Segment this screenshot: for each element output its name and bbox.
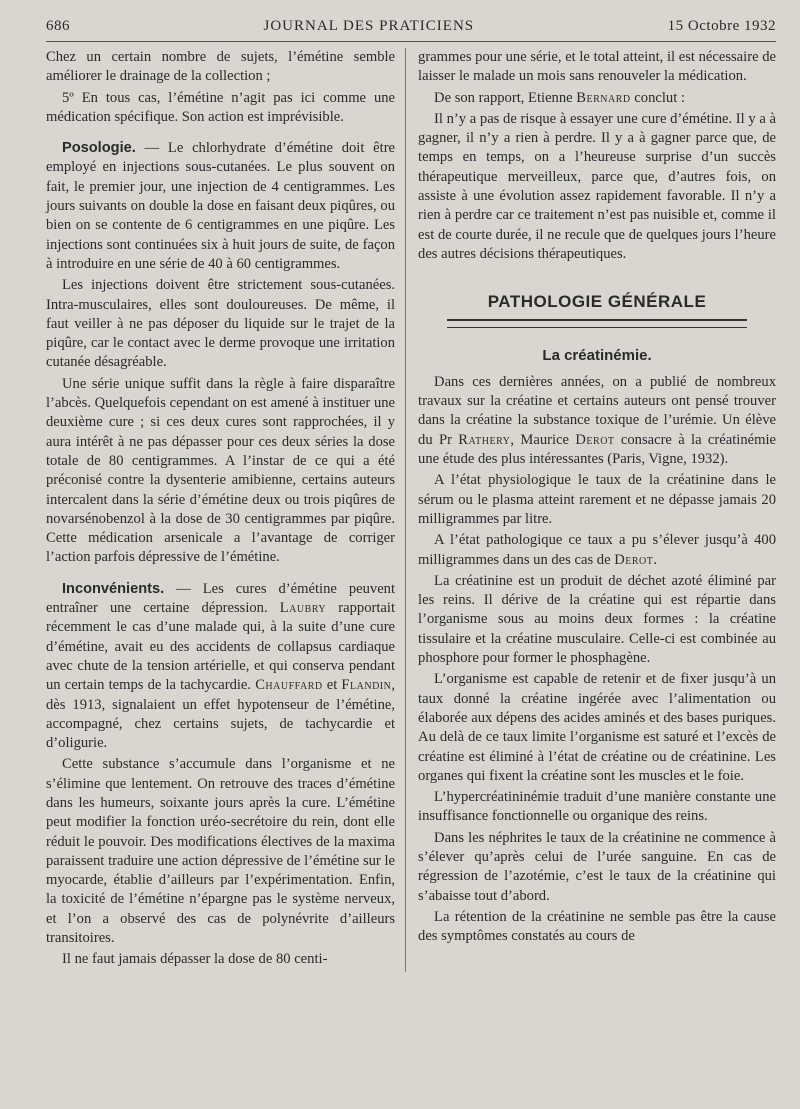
paragraph xyxy=(418,89,776,108)
author-name: Derot xyxy=(575,431,615,448)
paragraph: La rétention de la créatinine ne semble pas être la cause des symptômes constatés au cours de xyxy=(418,908,776,945)
paragraph-text: A l’état pathologique ce taux a pu s’élever jusqu’à 400 milligrammes dans un des cas de xyxy=(418,532,776,568)
paragraph: La créatinine est un produit de déchet azoté éliminé par les reins. Il dérive de la créatine qui est répartie dans l’organisme sous au moins deux formes : la créatine tissulaire et la créatine musculaire. Celle-ci est combinée au phosphore pour former le phosphagène. xyxy=(418,572,776,667)
paragraph: Chez un certain nombre de sujets, l’émétine semble améliorer le drainage de la collection ; xyxy=(46,49,396,85)
paragraph xyxy=(418,373,776,469)
paragraph-text: et xyxy=(322,677,342,694)
section-rule xyxy=(447,319,747,328)
issue-date: 15 Octobre 1932 xyxy=(667,18,776,34)
paragraph: Cette substance s’accumule dans l’organisme et ne s’élimine que lentement. On retrouve des traces d’émétine dans les humeurs, soixante jours après la cure. L’émétine peut modifier la fonction uréo-secrétoire du rein, dont elle réduit le pouvoir. Des modifications électives de la maxima paraissent traduire une action dépressive de l’émétine sur le myocarde, établie d’ailleurs par l’expérimentation. Enfin, la toxicité de l’émétine n’épargne pas le système nerveux, et l’on a observé des cas de polynévrite d’ailleurs transitoires. xyxy=(46,756,396,947)
article-title: La créatinémie. xyxy=(542,346,652,364)
author-name: Flandin xyxy=(341,677,392,694)
two-column-body xyxy=(46,48,776,972)
paragraph-text: , Maurice xyxy=(510,431,576,448)
paragraph-text: De son rapport, Etienne xyxy=(434,89,577,106)
author-name: Bernard xyxy=(576,89,631,106)
paragraph-text: rapportait récemment le cas d’une malade qui, à la suite d’une cure d’émétine, avait eu des accidents de collapsus cardiaque avec chute de la tension artérielle, et qui conserva pendant un certain temps de la tachycardie. xyxy=(46,600,396,694)
author-name: Laubry xyxy=(279,600,327,617)
paragraph: Une série unique suffit dans la règle à faire disparaître l’abcès. Quelquefois cependant on est amené à instituer une deuxième cure ; si ces deux cures sont rapprochées, il y aura intérêt à ne pas dépasser pour ces deux séries la dose totale de 80 centigrammes. A l’instar de ce qui a été préconisé contre la dysenterie amibienne, certains auteurs intercalent dans la série d’émétine deux ou trois piqûres de novarsénobenzol à la dose de 30 centigrammes par piqûre. Cette médication arsenicale a l’avantage de corriger l’action parfois dépressive de l’émétine. xyxy=(46,375,396,566)
paragraph-text: consacre à la créatinémie une étude des plus intéressantes (Paris, Vigne, 1932). xyxy=(418,431,776,468)
rubric-inconvenients: Inconvénients. xyxy=(62,580,165,597)
author-name: Rathery xyxy=(458,431,511,448)
journal-title: JOURNAL DES PRATICIENS xyxy=(263,18,475,34)
page-number: 686 xyxy=(46,18,70,34)
paragraph-text: , dès 1913, signalaient un effet hypotenseur de l’émétine, accompagné, chez certains sujets, de tachycardie et d’oligurie. xyxy=(46,677,396,752)
paragraph: 5º En tous cas, l’émétine n’agit pas ici comme une médication spécifique. Son action est imprévisible. xyxy=(46,89,396,125)
author-name: Derot xyxy=(614,551,654,568)
paragraph-posologie xyxy=(46,139,395,274)
paragraph: A l’état physiologique le taux de la créatinine dans le sérum ou le plasma atteint rarement et ne dépasse jamais 20 milligrammes par litre. xyxy=(418,472,776,527)
section-title: PATHOLOGIE GÉNÉRALE xyxy=(487,292,707,312)
paragraph-text: — Les cures d’émétine peuvent entraîner une certaine dépression. xyxy=(46,580,396,617)
paragraph: L’organisme est capable de retenir et de fixer jusqu’à un taux donné la créatine ingérée avec l’alimentation ou élaborée aux dépens des acides aminés et des bases puriques. Au delà de ce taux limite l’organisme est saturé et l’excès de créatine est éliminé à l’état de créatine ou de créatinine. Les organes qui fixent la créatine sont les muscles et le foie. xyxy=(418,671,776,784)
paragraph-inconvenients xyxy=(46,580,395,754)
paragraph: Dans les néphrites le taux de la créatinine ne commence à s’élever qu’après celui de l’urée sanguine. En cas de régression de l’azotémie, c’est le taux de la créatinine qui s’abaisse tout d’abord. xyxy=(418,829,776,904)
section-heading xyxy=(418,292,776,327)
right-column xyxy=(405,48,776,972)
paragraph: L’hypercréatininémie traduit d’une manière constante une insuffisance fonctionnelle ou organique des reins. xyxy=(418,789,776,825)
page-header xyxy=(46,18,776,42)
author-name: Chauffard xyxy=(255,677,323,694)
paragraph-text: . xyxy=(653,551,658,568)
rubric-posologie: Posologie. xyxy=(62,140,136,157)
paragraph xyxy=(418,531,776,570)
paragraph-text: conclut : xyxy=(630,89,685,106)
paragraph: Il n’y a pas de risque à essayer une cure d’émétine. Il y a à gagner, il n’y a rien à perdre. Il y a à gagner parce que, de temps en temps, on a l’heureuse surprise d’un succès thérapeutique merveilleux, parce que, d’autres fois, on assiste à une évolution assez rapidement favorable. Il n’y a rien à perdre car ce traitement n’est pas nuisible et, comme il est de courte durée, il ne recule que de quelques jours l’heure des autres décisions thérapeutiques. xyxy=(418,110,776,262)
paragraph-text: — Le chlorhydrate d’émétine doit être employé en injections sous-cutanées. Le plus souvent on fait, le premier jour, une injection de 4 centigrammes. Les jours suivants on double la dose en faisant deux piqûres, ou bien on se contente de 6 centigrammes en une piqûre. Les injections sont continuées six à huit jours de suite, de façon à introduire en une série de 40 à 60 centigrammes. xyxy=(46,140,396,272)
paragraph: grammes pour une série, et le total atteint, il est nécessaire de laisser le malade un mois sans renouveler la médication. xyxy=(418,49,776,85)
paragraph: Il ne faut jamais dépasser la dose de 80 centi- xyxy=(62,951,328,968)
paragraph: Les injections doivent être strictement sous-cutanées. Intra-musculaires, elles sont douloureuses. De même, il faut veiller à ne pas déposer du liquide sur le trajet de la piqûre, car le contact avec le derme provoque une irritation cutanée désagréable. xyxy=(46,277,396,371)
left-column xyxy=(46,48,405,972)
paragraph-text: Dans ces dernières années, on a publié de nombreux travaux sur la créatine et certains auteurs ont pensé trouver dans la créatine la substance toxique de l’urémie. Un élève du Pr xyxy=(418,373,776,448)
